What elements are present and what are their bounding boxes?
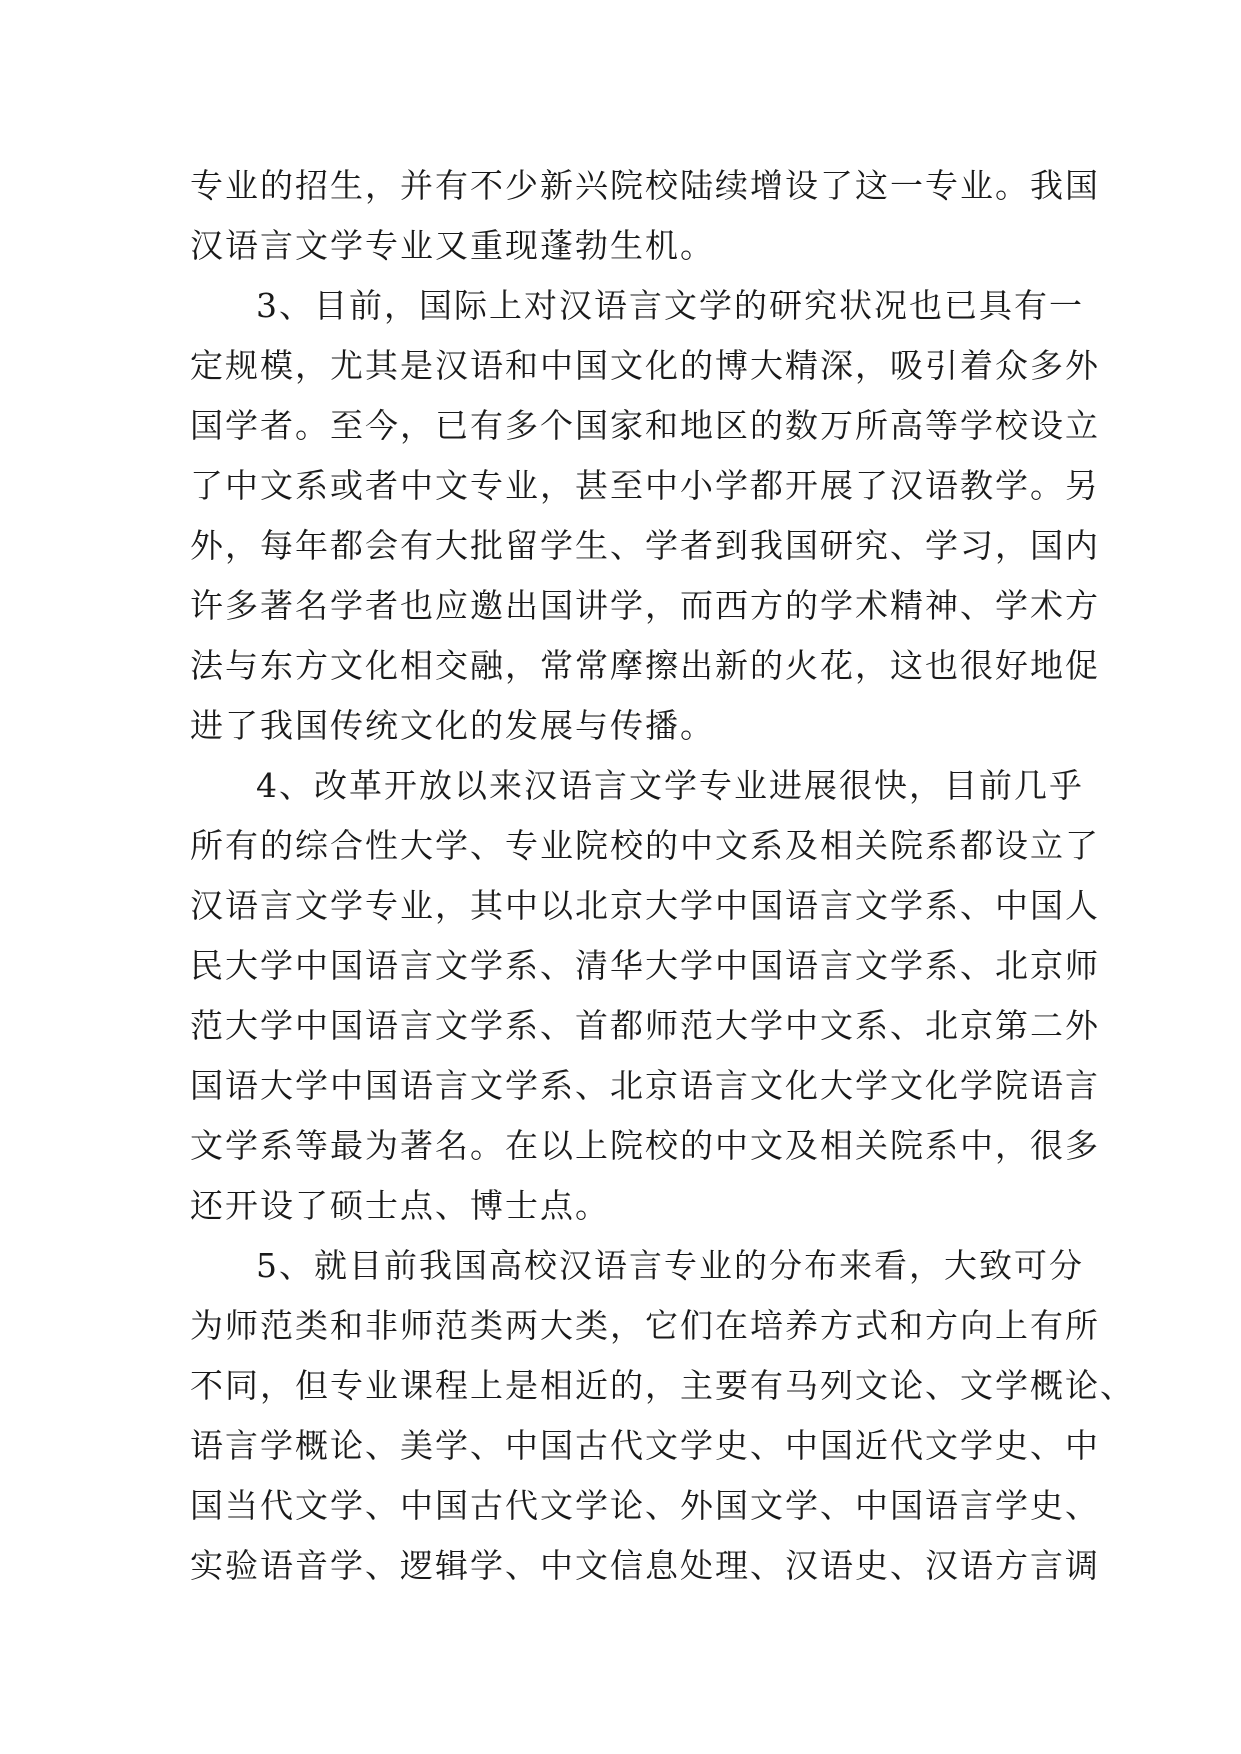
text-line: 不同，但专业课程上是相近的，主要有马列文论、文学概论、: [190, 1366, 1135, 1405]
text-line: 语言学概论、美学、中国古代文学史、中国近代文学史、中: [190, 1426, 1100, 1465]
text-line: 法与东方文化相交融，常常摩擦出新的火花，这也很好地促: [190, 646, 1100, 685]
paragraph-start-line: 4、改革开放以来汉语言文学专业进展很快，目前几乎: [256, 766, 1084, 805]
text-line: 范大学中国语言文学系、首都师范大学中文系、北京第二外: [190, 1006, 1100, 1045]
paragraph-start-line: 5、就目前我国高校汉语言专业的分布来看，大致可分: [256, 1246, 1084, 1285]
text-line: 了中文系或者中文专业，甚至中小学都开展了汉语教学。另: [190, 466, 1100, 505]
body-text: [190, 156, 1135, 1596]
text-line: 国语大学中国语言文学系、北京语言文化大学文化学院语言: [190, 1066, 1100, 1105]
text-line: 汉语言文学专业又重现蓬勃生机。: [190, 226, 715, 265]
text-line: 许多著名学者也应邀出国讲学，而西方的学术精神、学术方: [190, 586, 1100, 625]
text-line: 定规模，尤其是汉语和中国文化的博大精深，吸引着众多外: [190, 346, 1100, 385]
text-line: 文学系等最为著名。在以上院校的中文及相关院系中，很多: [190, 1126, 1100, 1165]
text-line: 国当代文学、中国古代文学论、外国文学、中国语言学史、: [190, 1486, 1100, 1525]
text-line: 外，每年都会有大批留学生、学者到我国研究、学习，国内: [190, 526, 1100, 565]
paragraph-start-line: 3、目前，国际上对汉语言文学的研究状况也已具有一: [256, 286, 1084, 325]
text-line: 民大学中国语言文学系、清华大学中国语言文学系、北京师: [190, 946, 1100, 985]
text-line: 实验语音学、逻辑学、中文信息处理、汉语史、汉语方言调: [190, 1546, 1100, 1585]
text-line: 专业的招生，并有不少新兴院校陆续增设了这一专业。我国: [190, 166, 1100, 205]
text-line: 汉语言文学专业，其中以北京大学中国语言文学系、中国人: [190, 886, 1100, 925]
text-line: 进了我国传统文化的发展与传播。: [190, 706, 715, 745]
text-line: 国学者。至今，已有多个国家和地区的数万所高等学校设立: [190, 406, 1100, 445]
text-line: 为师范类和非师范类两大类，它们在培养方式和方向上有所: [190, 1306, 1100, 1345]
text-line: 还开设了硕士点、博士点。: [190, 1186, 610, 1225]
text-line: 所有的综合性大学、专业院校的中文系及相关院系都设立了: [190, 826, 1100, 865]
